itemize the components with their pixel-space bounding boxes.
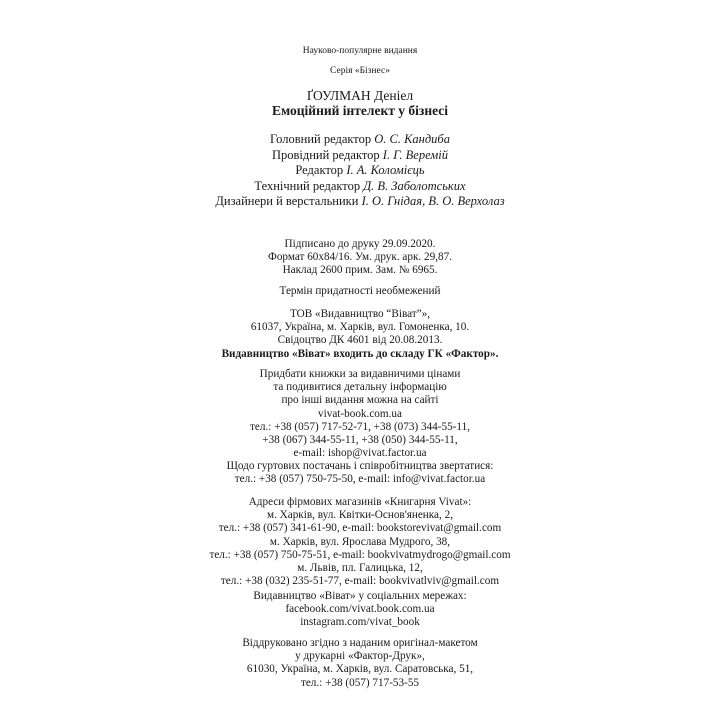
facebook-link[interactable]: facebook.com/vivat.book.com.ua bbox=[285, 603, 435, 616]
instagram-link[interactable]: instagram.com/vivat_book bbox=[300, 616, 420, 629]
publisher-block bbox=[0, 308, 720, 361]
store-contacts: тел.: +38 (032) 235-51-77, e-mail: bookvivatlviv@gmail.com bbox=[220, 575, 500, 588]
credit-role: Головний редактор bbox=[270, 132, 372, 146]
credit-role: Дизайнери й верстальники bbox=[215, 194, 359, 208]
signed-date: Підписано до друку 29.09.2020. bbox=[284, 238, 436, 250]
credit-line bbox=[0, 148, 720, 164]
wholesale-block bbox=[0, 460, 720, 486]
stores-block bbox=[0, 496, 720, 588]
publisher-address: 61037, Україна, м. Харків, вул. Гомоненка, 10. bbox=[250, 321, 470, 334]
series-line bbox=[0, 65, 720, 77]
print-info-block bbox=[0, 238, 720, 278]
author-name: ҐОУЛМАН Деніел bbox=[306, 88, 414, 103]
credit-role: Провідний редактор bbox=[271, 147, 380, 162]
run-info: Наклад 2600 прим. Зам. № 6965. bbox=[282, 264, 438, 277]
credit-name: Д. В. Заболотських bbox=[363, 178, 466, 193]
shelf-life: Термін придатності необмежений bbox=[279, 285, 441, 297]
website-link[interactable]: vivat-book.com.ua bbox=[318, 407, 402, 420]
credit-line bbox=[0, 163, 720, 179]
credit-role: Технічний редактор bbox=[254, 178, 361, 193]
credit-line bbox=[0, 132, 720, 148]
publisher-name: ТОВ «Видавництво “Віват”», bbox=[289, 308, 431, 320]
credit-name: О. С. Кандиба bbox=[374, 132, 450, 146]
credit-name: І. Г. Веремій bbox=[382, 147, 449, 162]
phone-line: +38 (067) 344-55-11, +38 (050) 344-55-11, bbox=[262, 434, 458, 447]
title-line bbox=[0, 103, 720, 119]
credit-name: І. А. Коломієць bbox=[346, 163, 425, 177]
buy-block bbox=[0, 368, 720, 460]
printing-address: 61030, Україна, м. Харків, вул. Саратовська, 51, bbox=[246, 663, 474, 676]
printing-phone: тел.: +38 (057) 717-53-55 bbox=[300, 676, 420, 689]
credit-line bbox=[0, 179, 720, 195]
publisher-certificate: Свідоцтво ДК 4601 від 20.08.2013. bbox=[277, 334, 443, 347]
series-text: Серія «Бізнес» bbox=[330, 66, 390, 76]
phone-line: тел.: +38 (057) 717-52-71, +38 (073) 344-55-11, bbox=[250, 420, 470, 433]
store-contacts: тел.: +38 (057) 341-61-90, e-mail: bookstorevivat@gmail.com bbox=[218, 522, 502, 535]
publisher-group: Видавництво «Віват» входить до складу ГК «Фактор». bbox=[221, 347, 499, 360]
credit-line bbox=[0, 194, 720, 210]
buy-line: про інші видання можна на сайті bbox=[281, 394, 439, 407]
printing-block bbox=[0, 637, 720, 690]
social-heading: Видавництво «Віват» у соціальних мережах: bbox=[253, 590, 467, 602]
printing-house: у друкарні «Фактор-Друк», bbox=[295, 650, 425, 663]
buy-line: Придбати книжки за видавничими цінами bbox=[259, 368, 461, 380]
printing-line: Віддруковано згідно з наданим оригінал-макетом bbox=[242, 637, 478, 649]
wholesale-heading: Щодо гуртових постачань і співробітництва звертатися: bbox=[226, 460, 494, 472]
email-line: e-mail: ishop@vivat.factor.ua bbox=[293, 447, 427, 460]
shelf-life-line bbox=[0, 285, 720, 298]
genre-line bbox=[0, 45, 720, 57]
author-line bbox=[0, 88, 720, 104]
credit-name: І. О. Гнідая, В. О. Верхолаз bbox=[361, 194, 505, 208]
format-info: Формат 60х84/16. Ум. друк. арк. 29,87. bbox=[267, 251, 452, 264]
social-block bbox=[0, 590, 720, 630]
stores-heading: Адреси фірмових магазинів «Книгарня Vivat»: bbox=[248, 496, 472, 508]
genre-text: Науково-популярне видання bbox=[302, 46, 418, 56]
store-address: м. Львів, пл. Галицька, 12, bbox=[297, 562, 423, 575]
book-title: Емоційний інтелект у бізнесі bbox=[271, 103, 449, 118]
credits-block bbox=[0, 132, 720, 210]
wholesale-contacts: тел.: +38 (057) 750-75-50, e-mail: info@vivat.factor.ua bbox=[234, 473, 486, 486]
store-address: м. Харків, вул. Ярослава Мудрого, 38, bbox=[269, 535, 451, 548]
buy-line: та подивитися детальну інформацію bbox=[273, 381, 447, 394]
store-contacts: тел.: +38 (057) 750-75-51, e-mail: bookvivatmydrogo@gmail.com bbox=[209, 548, 511, 561]
credit-role: Редактор bbox=[295, 163, 344, 177]
store-address: м. Харків, вул. Квітки-Основ'яненка, 2, bbox=[266, 509, 454, 522]
